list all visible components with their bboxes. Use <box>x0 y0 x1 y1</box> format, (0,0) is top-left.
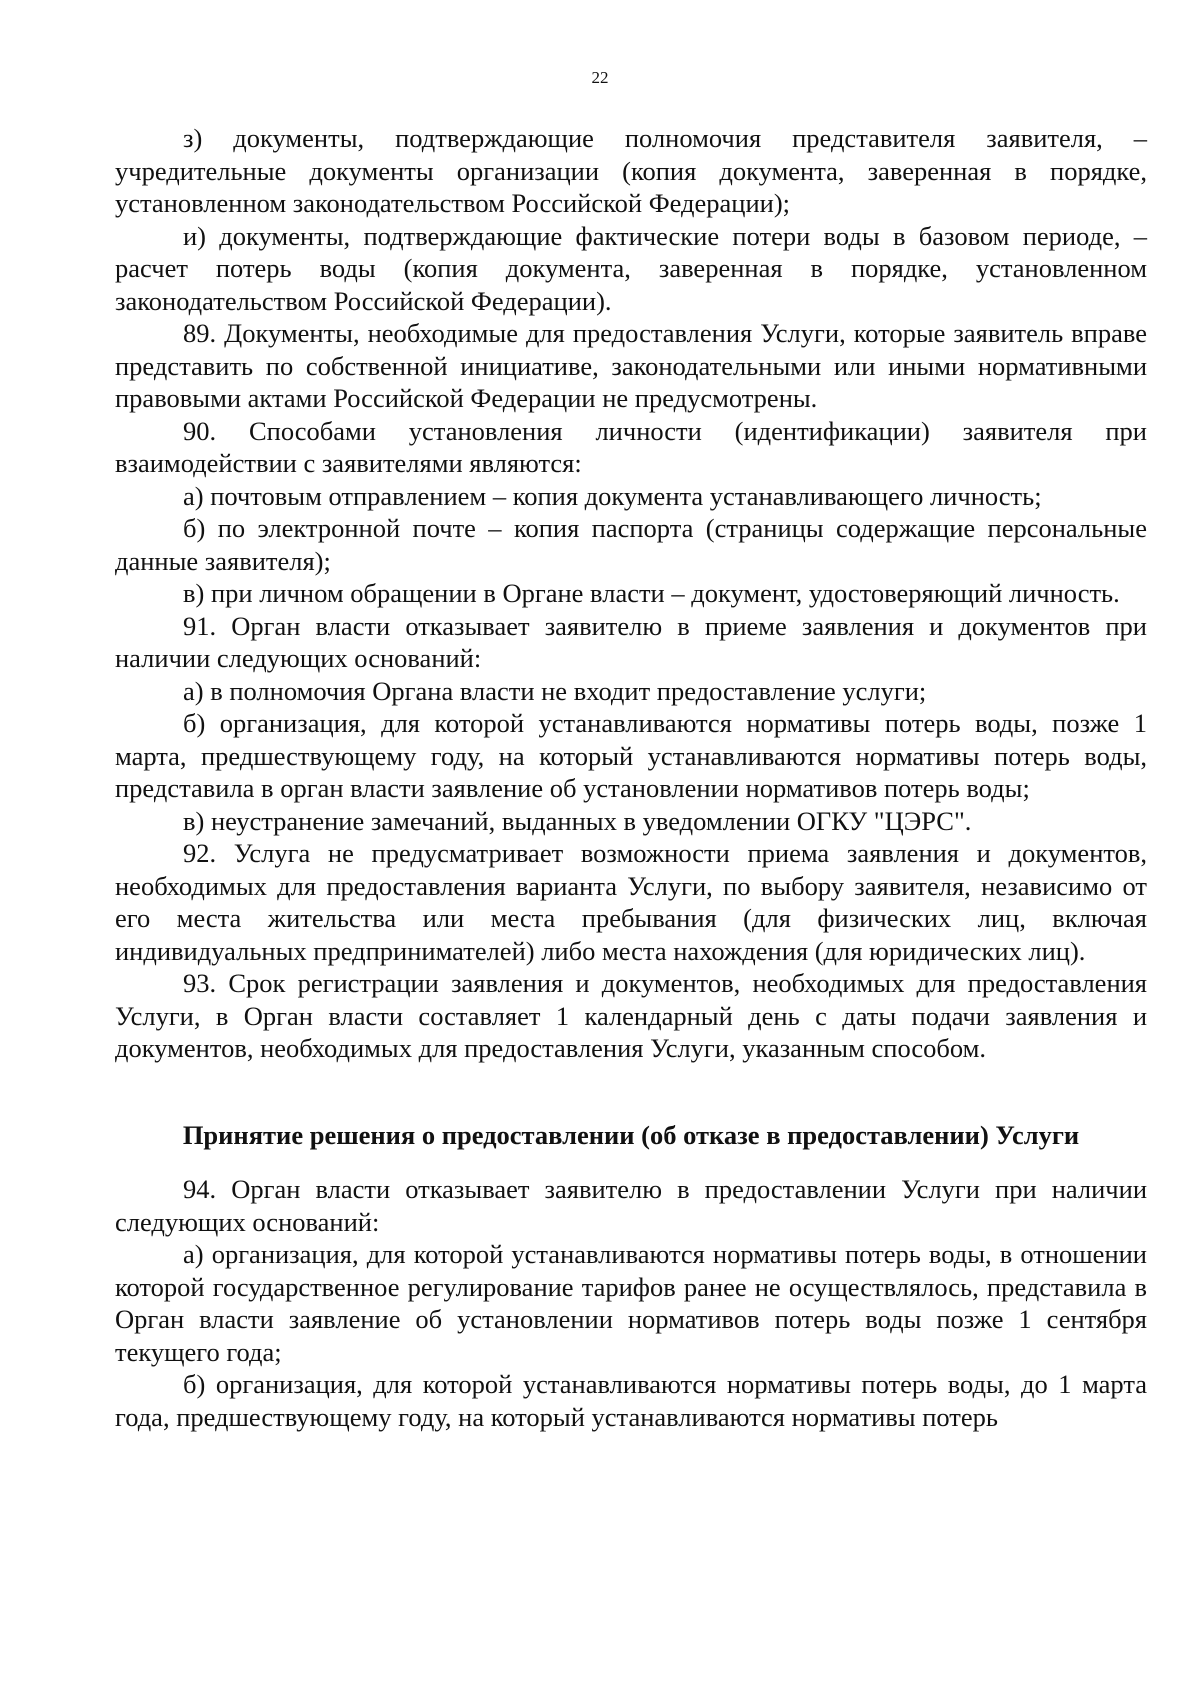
paragraph-89: 89. Документы, необходимые для предоставления Услуги, которые заявитель вправе представить по собственной инициативе, законодательными или иными нормативными правовыми актами Российской Федерации не предусмотрены. <box>115 318 1147 413</box>
paragraph-93: 93. Срок регистрации заявления и документов, необходимых для предоставления Услуги, в Орган власти составляет 1 календарный день с даты подачи заявления и документов, необходимых для предоставления Услуги, указанным способом. <box>115 968 1147 1063</box>
paragraph-91-a: а) в полномочия Органа власти не входит предоставление услуги; <box>183 675 927 706</box>
paragraph-91: 91. Орган власти отказывает заявителю в приеме заявления и документов при наличии следующих оснований: <box>115 610 1147 673</box>
paragraph-94-a: а) организация, для которой устанавливаются нормативы потерь воды, в отношении которой государственное регулирование тарифов ранее не осуществлялось, представила в Орган власти заявление об установлении нормативов потерь воды позже 1 сентября текущего года; <box>115 1239 1147 1367</box>
paragraph-90-b: б) по электронной почте – копия паспорта (страницы содержащие персональные данные заявителя); <box>115 513 1147 576</box>
paragraph-91-b: б) организация, для которой устанавливаются нормативы потерь воды, позже 1 марта, предшествующему году, на который устанавливаются нормативы потерь воды, представила в орган власти заявление об установлении нормативов потерь воды; <box>115 708 1147 803</box>
paragraph-90-a: а) почтовым отправлением – копия документа устанавливающего личность; <box>183 480 1042 511</box>
document-body <box>115 122 1147 1433</box>
paragraph-94-b: б) организация, для которой устанавливаются нормативы потерь воды, до 1 марта года, предшествующему году, на который устанавливаются нормативы потерь <box>115 1369 1147 1432</box>
paragraph-z: з) документы, подтверждающие полномочия представителя заявителя, – учредительные документы организации (копия документа, заверенная в порядке, установленном законодательством Российской Федерации); <box>115 123 1147 218</box>
paragraph-94: 94. Орган власти отказывает заявителю в предоставлении Услуги при наличии следующих оснований: <box>115 1174 1147 1237</box>
paragraph-92: 92. Услуга не предусматривает возможности приема заявления и документов, необходимых для предоставления варианта Услуги, по выбору заявителя, независимо от его места жительства или места пребывания (для физических лиц, включая индивидуальных предпринимателей) либо места нахождения (для юридических лиц). <box>115 838 1147 966</box>
page-number: 22 <box>591 68 609 87</box>
paragraph-90-v: в) при личном обращении в Органе власти – документ, удостоверяющий личность. <box>183 578 1120 608</box>
paragraph-91-v: в) неустранение замечаний, выданных в уведомлении ОГКУ "ЦЭРС". <box>183 805 972 836</box>
paragraph-90: 90. Способами установления личности (идентификации) заявителя при взаимодействии с заявителями являются: <box>115 415 1147 478</box>
section-heading: Принятие решения о предоставлении (об отказе в предоставлении) Услуги <box>182 1119 1080 1150</box>
paragraph-i: и) документы, подтверждающие фактические потери воды в базовом периоде, – расчет потерь воды (копия документа, заверенная в порядке, установленном законодательством Российской Федерации). <box>115 220 1147 316</box>
